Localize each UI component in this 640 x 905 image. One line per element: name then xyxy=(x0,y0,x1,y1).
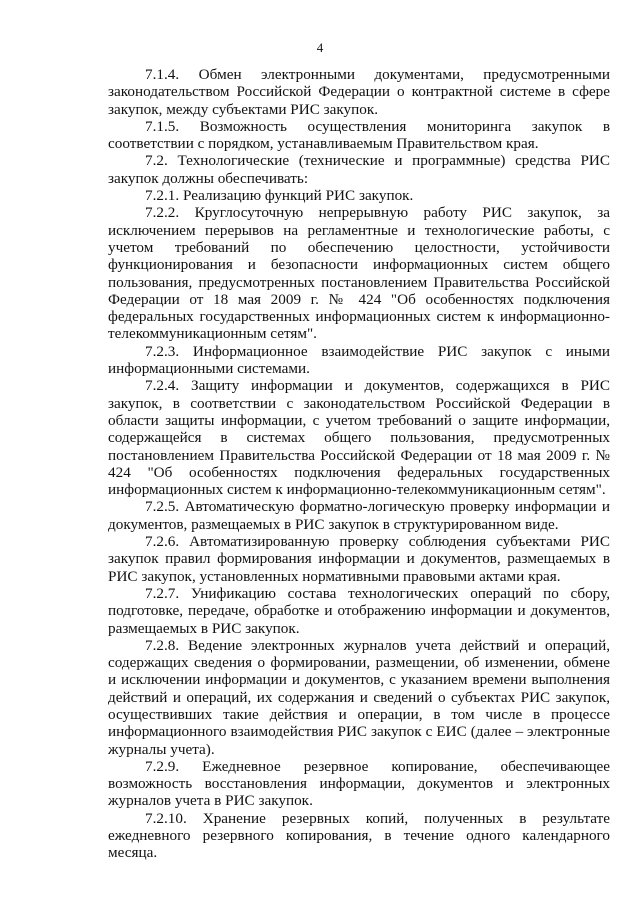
paragraph-7-2: 7.2. Технологические (технические и программные) средства РИС закупок должны обеспечивать: xyxy=(108,152,610,187)
paragraph-7-2-2: 7.2.2. Круглосуточную непрерывную работу РИС закупок, за исключением перерывов на регламентные и технологические работы, с учетом требований по обеспечению целостности, устойчивости функционирования и безопасности информационных систем общего пользования, предусмотренных постановлением Правительства Российской Федерации от 18 мая 2009 г. № 424 "Об особенностях подключения федеральных государственных информационных систем к информационно-телекоммуникационным сетям". xyxy=(108,204,610,343)
paragraph-7-2-3: 7.2.3. Информационное взаимодействие РИС закупок с иными информационными системами. xyxy=(108,342,610,378)
paragraph-7-2-5: 7.2.5. Автоматическую форматно-логическую проверку информации и документов, размещаемых в РИС закупок в структурированном виде. xyxy=(108,498,610,533)
paragraph-7-2-1: 7.2.1. Реализацию функций РИС закупок. xyxy=(145,187,414,205)
paragraph-7-2-6: 7.2.6. Автоматизированную проверку соблюдения субъектами РИС закупок правил формирования информации и документов, размещаемых в РИС закупок, установленных нормативными правовыми актами края. xyxy=(108,533,610,585)
paragraph-7-2-10: 7.2.10. Хранение резервных копий, полученных в результате ежедневного резервного копирования, в течение одного календарного месяца. xyxy=(108,809,610,862)
paragraph-7-1-5: 7.1.5. Возможность осуществления мониторинга закупок в соответствии с порядком, устанавливаемым Правительством края. xyxy=(108,117,610,153)
page-number: 4 xyxy=(316,40,324,55)
document-body xyxy=(108,66,610,862)
paragraph-7-1-4: 7.1.4. Обмен электронными документами, предусмотренными законодательством Российской Федерации о контрактной системе в сфере закупок, между субъектами РИС закупок. xyxy=(108,66,610,118)
paragraph-7-2-9: 7.2.9. Ежедневное резервное копирование, обеспечивающее возможность восстановления информации, документов и электронных журналов учета в РИС закупок. xyxy=(108,757,610,810)
paragraph-7-2-7: 7.2.7. Унификацию состава технологических операций по сбору, подготовке, передаче, обработке и отображению информации и документов, размещаемых в РИС закупок. xyxy=(108,584,610,637)
paragraph-7-2-8: 7.2.8. Ведение электронных журналов учета действий и операций, содержащих сведения о формировании, размещении, об изменении, обмене и исключении информации и документов, с указанием времени выполнения действий и операций, их содержания и сведений о субъектах РИС закупок, осуществивших такие действия и операции, в том числе в процессе информационного взаимодействия РИС закупок с ЕИС (далее – электронные журналы учета). xyxy=(108,636,610,758)
paragraph-7-2-4: 7.2.4. Защиту информации и документов, содержащихся в РИС закупок, в соответствии с законодательством Российской Федерации в области защиты информации, с учетом требований о защите информации, содержащейся в системах общего пользования, предусмотренных постановлением Правительства Российской Федерации от 18 мая 2009 г. № 424 "Об особенностях подключения федеральных государственных информационных систем к информационно-телекоммуникационным сетям". xyxy=(108,377,610,499)
